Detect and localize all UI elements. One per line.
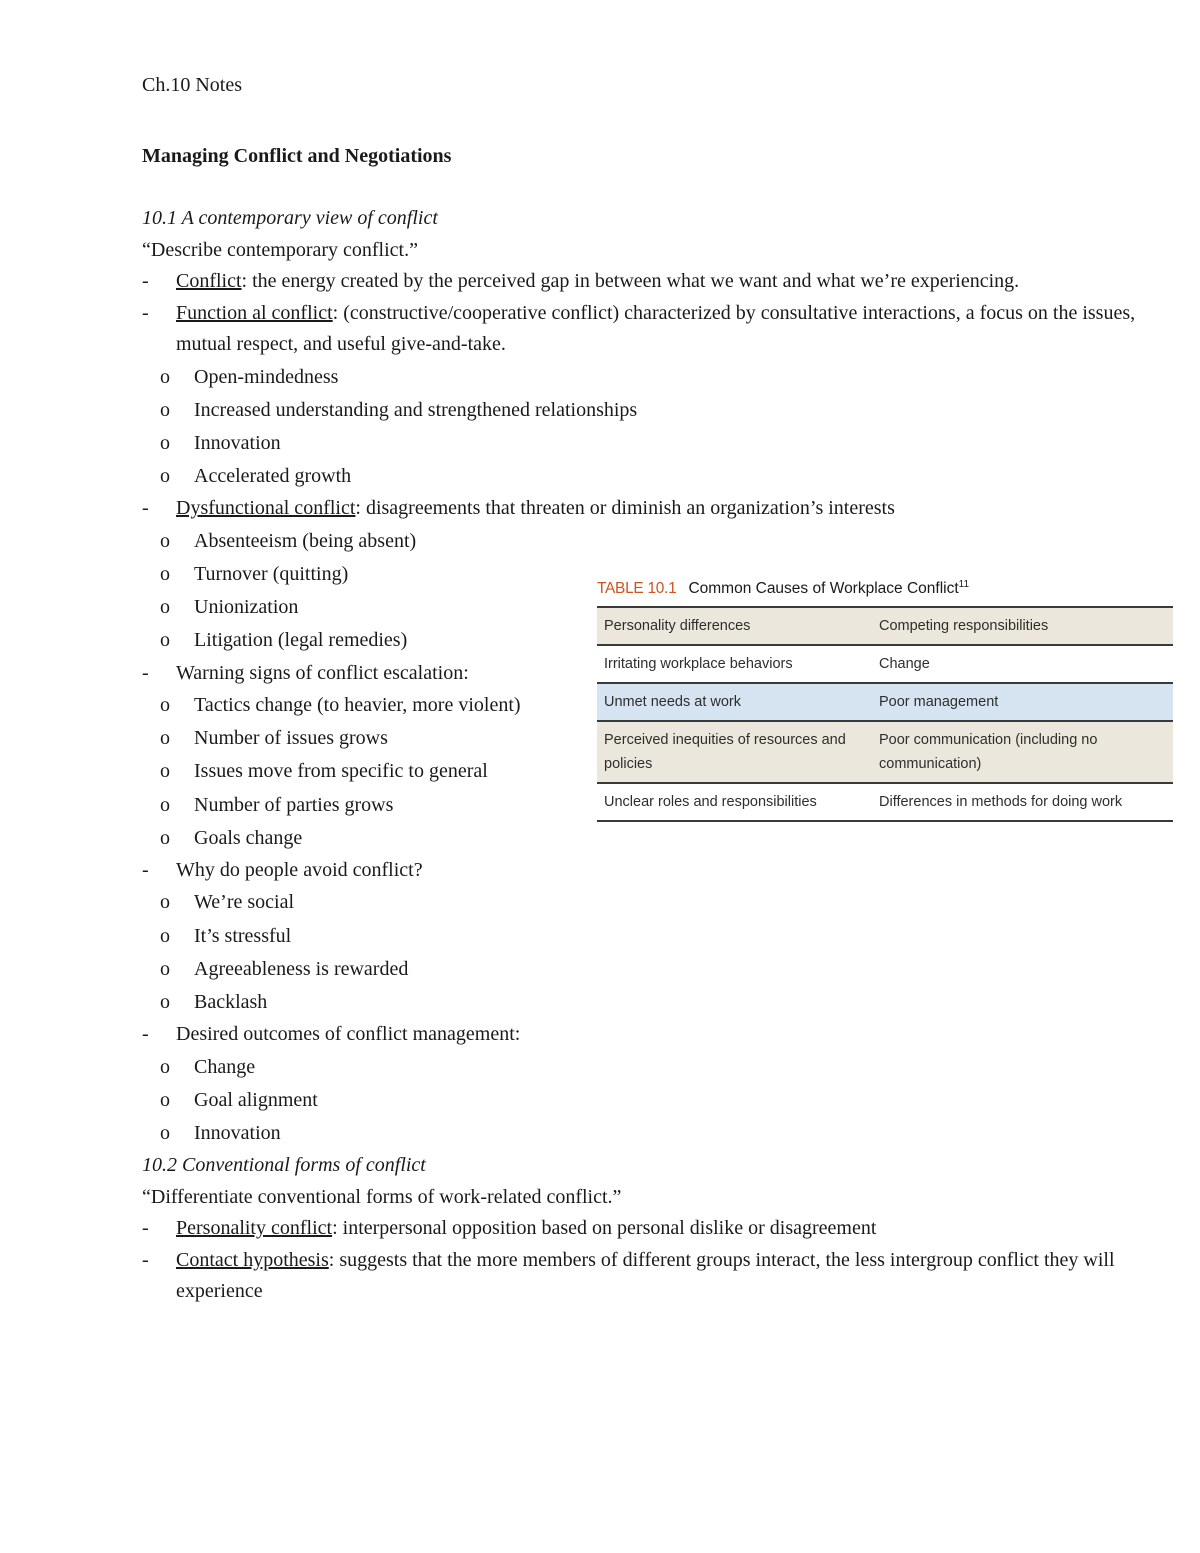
- section-quote-10-1: “Describe contemporary conflict.”: [142, 238, 418, 261]
- list-item: [142, 460, 1142, 493]
- desired-outcomes-sublist: [160, 1051, 1142, 1151]
- section-heading-10-2: 10.2 Conventional forms of conflict: [142, 1154, 426, 1177]
- circle-marker: o: [160, 629, 170, 652]
- page-header: Ch.10 Notes: [142, 74, 242, 96]
- sublist-text: Accelerated growth: [194, 465, 352, 488]
- sublist-text: Number of issues grows: [194, 727, 388, 750]
- list-item: [142, 986, 1142, 1019]
- list-item: [142, 1084, 1142, 1117]
- sublist-text: Unionization: [194, 596, 299, 619]
- table-cell: Personality differences: [604, 618, 751, 634]
- term-conflict: Conflict: [176, 270, 242, 292]
- dash-marker: -: [142, 661, 149, 684]
- table-footnote-ref: 11: [958, 578, 970, 590]
- table-figure-workplace-conflict: [597, 574, 1173, 822]
- list-item-desired-outcomes: [142, 1019, 1142, 1150]
- sublist-text: Tactics change (to heavier, more violent): [194, 694, 521, 716]
- circle-marker: o: [160, 596, 170, 619]
- circle-marker: o: [160, 826, 170, 849]
- circle-marker: o: [160, 760, 170, 783]
- table-cell: Change: [879, 656, 930, 672]
- circle-marker: o: [160, 365, 170, 388]
- list-item: [142, 822, 1142, 855]
- sublist-text: Turnover (quitting): [194, 562, 349, 585]
- list-item-functional-conflict: [142, 298, 1142, 494]
- causes-table: [597, 606, 1173, 822]
- list-item: [142, 394, 1142, 427]
- sublist-text: Open-mindedness: [194, 365, 339, 388]
- circle-marker: o: [160, 957, 170, 980]
- dash-marker: -: [142, 301, 149, 324]
- sublist-text: Agreeableness is rewarded: [194, 957, 409, 980]
- sublist-text: Litigation (legal remedies): [194, 629, 408, 652]
- list-item-conflict: [142, 266, 1142, 298]
- sublist-text: Goal alignment: [194, 1088, 318, 1111]
- circle-marker: o: [160, 924, 170, 947]
- sublist-text: Change: [194, 1055, 256, 1078]
- list-item: [142, 920, 1142, 953]
- circle-marker: o: [160, 694, 170, 716]
- table-row: [597, 783, 1173, 821]
- table-cell: Differences in methods for doing work: [879, 794, 1123, 810]
- definition-personality-conflict: : interpersonal opposition based on personal dislike or disagreement: [332, 1217, 877, 1240]
- dash-marker: -: [142, 1023, 149, 1046]
- circle-marker: o: [160, 1055, 170, 1078]
- sublist-text: We’re social: [194, 891, 294, 914]
- list-item: [142, 886, 1142, 919]
- table-cell: Poor management: [879, 694, 999, 710]
- table-number: TABLE 10.1: [597, 580, 677, 597]
- avoid-conflict-sublist: [160, 886, 1142, 1019]
- term-dysfunctional-conflict: Dysfunctional conflict: [176, 497, 356, 520]
- list-item: [142, 1117, 1142, 1150]
- circle-marker: o: [160, 398, 170, 421]
- table-cell: Unmet needs at work: [604, 694, 742, 710]
- table-title: Common Causes of Workplace Conflict: [688, 580, 959, 597]
- table-row: [597, 721, 1173, 783]
- table-cell: Irritating workplace behaviors: [604, 656, 793, 672]
- document-title: Managing Conflict and Negotiations: [142, 145, 452, 167]
- term-personality-conflict: Personality conflict: [176, 1217, 333, 1240]
- sublist-text: Goals change: [194, 826, 303, 849]
- desired-outcomes-label: Desired outcomes of conflict management:: [176, 1023, 521, 1046]
- avoid-conflict-label: Why do people avoid conflict?: [176, 858, 423, 881]
- circle-marker: o: [160, 465, 170, 488]
- circle-marker: o: [160, 431, 170, 454]
- section-heading-10-1: 10.1 A contemporary view of conflict: [142, 207, 438, 229]
- sublist-text: Number of parties grows: [194, 793, 394, 816]
- table-row: [597, 645, 1173, 683]
- table-cell: Perceived inequities of resources and policies: [604, 732, 846, 772]
- warning-signs-label: Warning signs of conflict escalation:: [176, 661, 469, 684]
- list-item: [142, 525, 1142, 558]
- sublist-text: Backlash: [194, 991, 268, 1013]
- section-2-list: [142, 1213, 1142, 1308]
- table-row: [597, 607, 1173, 645]
- list-item: [142, 953, 1142, 986]
- list-item-personality-conflict: [142, 1213, 1142, 1245]
- section-quote-10-2: “Differentiate conventional forms of work-related conflict.”: [142, 1185, 622, 1208]
- dash-marker: -: [142, 1217, 149, 1240]
- sublist-text: It’s stressful: [194, 924, 292, 947]
- definition-functional-conflict: : (constructive/cooperative conflict) characterized by consultative interactions, a focus on the issues, mutual respect, and useful give-and-take.: [176, 301, 1136, 355]
- circle-marker: o: [160, 1122, 170, 1145]
- list-item: [142, 1051, 1142, 1084]
- term-functional-conflict: Function al conflict: [176, 301, 333, 324]
- list-item: [142, 427, 1142, 460]
- circle-marker: o: [160, 891, 170, 914]
- circle-marker: o: [160, 562, 170, 585]
- circle-marker: o: [160, 529, 170, 552]
- circle-marker: o: [160, 1088, 170, 1111]
- sublist-text: Absenteeism (being absent): [194, 529, 417, 552]
- definition-dysfunctional-conflict: : disagreements that threaten or diminish an organization’s interests: [355, 497, 895, 520]
- table-cell: Competing responsibilities: [879, 618, 1049, 634]
- functional-conflict-sublist: [160, 361, 1142, 494]
- table-cell: Unclear roles and responsibilities: [604, 794, 817, 810]
- circle-marker: o: [160, 727, 170, 750]
- dash-marker: -: [142, 858, 149, 881]
- table-row: [597, 683, 1173, 721]
- definition-contact-hypothesis: : suggests that the more members of different groups interact, the less intergroup conflict they will experience: [176, 1248, 1115, 1303]
- term-contact-hypothesis: Contact hypothesis: [176, 1248, 329, 1271]
- dash-marker: -: [142, 270, 149, 292]
- sublist-text: Issues move from specific to general: [194, 760, 488, 783]
- table-caption: [597, 574, 1173, 606]
- sublist-text: Increased understanding and strengthened relationships: [194, 398, 638, 421]
- circle-marker: o: [160, 991, 170, 1013]
- dash-marker: -: [142, 1248, 149, 1271]
- list-item-avoid-conflict: [142, 855, 1142, 1019]
- sublist-text: Innovation: [194, 1122, 281, 1145]
- definition-conflict: : the energy created by the perceived gap in between what we want and what we’re experiencing.: [241, 270, 1020, 292]
- dash-marker: -: [142, 497, 149, 520]
- sublist-text: Innovation: [194, 431, 281, 454]
- list-item-contact-hypothesis: [142, 1245, 1142, 1308]
- list-item: [142, 361, 1142, 394]
- circle-marker: o: [160, 793, 170, 816]
- table-cell: Poor communication (including no communication): [879, 732, 1098, 772]
